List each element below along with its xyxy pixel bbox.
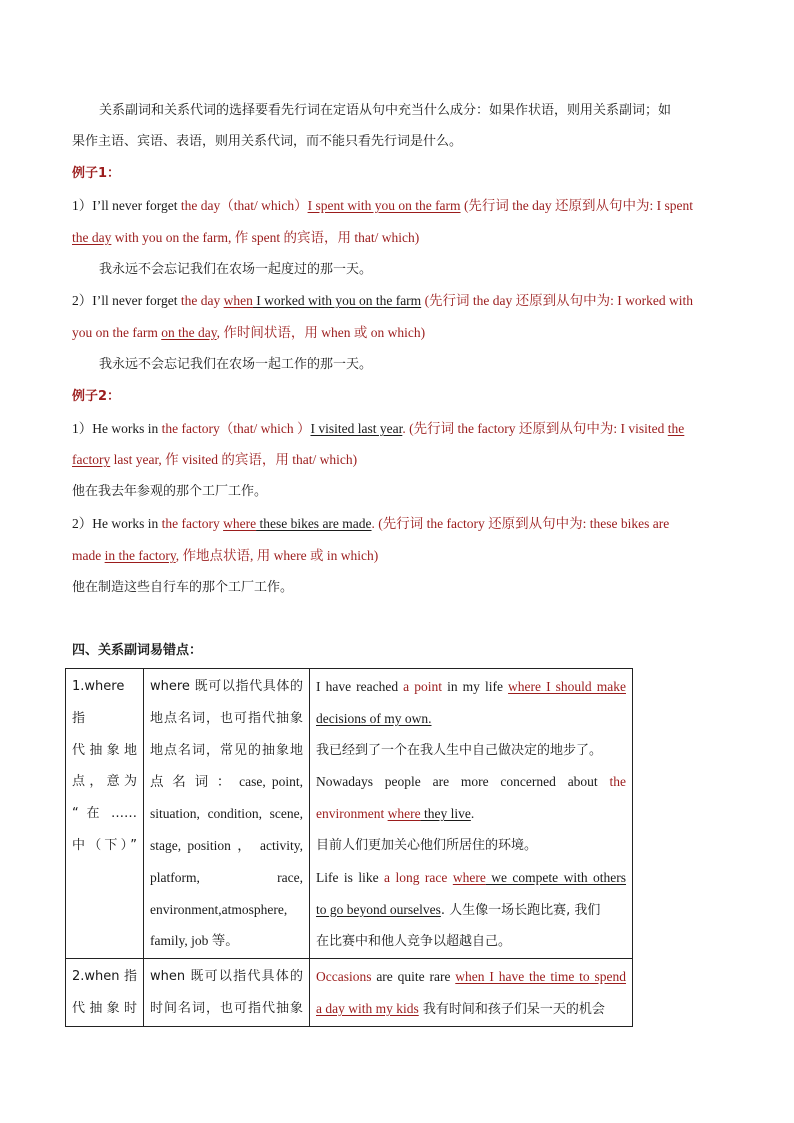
translation-part: 我有时间和孩子们呆一天的机会 — [418, 1001, 605, 1017]
item-number: 1） — [72, 198, 93, 213]
intro-line-1: 关系副词和关系代词的选择要看先行词在定语从句中充当什么成分：如果作状语，则用关系副词；如 — [99, 103, 672, 118]
restored-antecedent: the day — [72, 230, 112, 245]
cell-line: situation, condition, scene, — [150, 806, 303, 822]
antecedent: the — [609, 774, 626, 790]
relative-adverb: where — [223, 516, 257, 531]
relative-clause: these bikes are made — [256, 516, 372, 531]
sentence-text: Nowadays people are more concerned about — [316, 774, 610, 790]
relative-adverb: when — [455, 969, 485, 985]
sentence-text: He works in — [92, 421, 162, 436]
cell-line: 代抽象地 — [72, 742, 137, 758]
antecedent: the day（that/ which） — [180, 198, 308, 213]
cell-line: 地点名词，常见的抽象地 — [150, 742, 303, 758]
relative-adverb: where — [452, 869, 486, 885]
sentence-text: are quite rare — [371, 969, 456, 985]
example1-item1-line2 — [72, 228, 724, 248]
relative-clause: we compete with others — [485, 869, 627, 885]
example1-item2-line2 — [72, 323, 724, 343]
example2-item1-line1 — [72, 419, 724, 439]
cell-line: 时间名词，也可指代抽象 — [150, 1000, 303, 1016]
errors-table — [65, 668, 633, 1027]
translation-part: . 人生像一场长跑比赛, 我们 — [440, 902, 601, 918]
table-cell-examples — [310, 669, 633, 959]
example-line — [316, 671, 626, 703]
relative-clause: they live — [420, 806, 471, 822]
example-line — [316, 766, 626, 798]
example-line — [316, 961, 626, 993]
example2-heading: 例子2： — [72, 389, 121, 404]
example2-item1-line2 — [72, 450, 724, 470]
table-cell-term — [66, 669, 144, 959]
explanation: . (先行词 the factory 还原到从句中为: these bikes are — [371, 516, 670, 531]
example-line — [316, 703, 626, 735]
cell-line: stage, position ， activity, — [150, 837, 303, 853]
sentence-text: I have reached — [316, 679, 404, 694]
table-cell-examples — [310, 959, 633, 1027]
restored-antecedent: on the day — [161, 325, 217, 340]
restored-antecedent: in the factory — [104, 548, 176, 563]
antecedent: the factory（that/ which ） — [161, 421, 311, 436]
cell-line: “ 在 …… — [72, 806, 137, 822]
sentence-end: . — [470, 806, 475, 822]
relative-clause: I worked with you on the farm — [252, 293, 422, 308]
example-line — [316, 798, 626, 830]
explanation-pre: you on the farm — [72, 325, 162, 340]
example-line — [316, 993, 626, 1026]
cell-line: 点 名 词 ： case, point, — [150, 774, 303, 790]
example2-item1-translation: 他在我去年参观的那个工厂工作。 — [72, 484, 268, 499]
translation-line: 目前人们更加关心他们所居住的环境。 — [316, 837, 538, 853]
translation-line: 在比赛中和他人竞争以超越自己。 — [316, 934, 512, 950]
sentence-text: in my life — [442, 679, 509, 694]
intro-line-2: 果作主语、宾语、表语，则用关系代词，而不能只看先行词是什么。 — [72, 134, 463, 149]
explanation: (先行词 the day 还原到从句中为: I worked with — [421, 293, 694, 308]
sentence-text: He works in — [92, 516, 162, 531]
example2-item2-translation: 他在制造这些自行车的那个工厂工作。 — [72, 580, 294, 595]
sentence-text: I’ll never forget — [92, 198, 181, 213]
relative-clause: I visited last year — [310, 421, 403, 436]
example1-item1-line1 — [72, 196, 724, 216]
cell-line: 2.when 指 — [72, 969, 137, 985]
cell-line: 地点名词，也可指代抽象 — [150, 710, 303, 726]
antecedent: Occasions — [316, 969, 372, 985]
example2-item2-line1 — [72, 514, 724, 534]
example-line — [316, 894, 626, 927]
antecedent: the factory — [161, 516, 224, 531]
relative-clause: I have the time to spend — [484, 969, 627, 985]
translation-line: 我已经到了一个在我人生中自己做决定的地步了。 — [316, 742, 603, 758]
relative-clause: a day with my kids — [316, 1000, 419, 1016]
table-row — [66, 669, 633, 959]
explanation: . (先行词 the factory 还原到从句中为: I visited — [402, 421, 668, 436]
explanation-rest: with you on the farm, 作 spent 的宾语，用 that/ which) — [111, 230, 420, 245]
relative-clause: decisions of my own. — [316, 710, 432, 726]
relative-adverb: where — [387, 806, 421, 822]
cell-line: environment,atmosphere, — [150, 901, 288, 917]
explanation-rest: last year, 作 visited 的宾语，用 that/ which) — [110, 452, 358, 467]
antecedent: a long race — [384, 869, 453, 885]
table-cell-term — [66, 959, 144, 1027]
restored-antecedent-start: the — [667, 421, 685, 436]
cell-line: 点，意为 — [72, 774, 137, 790]
relative-clause: where I should make — [508, 679, 626, 694]
example-line — [316, 862, 626, 894]
explanation: (先行词 the day 还原到从句中为: I spent — [460, 198, 694, 213]
cell-line: family, job 等。 — [150, 933, 239, 949]
item-number: 1） — [72, 421, 93, 436]
example1-item2-translation: 我永远不会忘记我们在农场一起工作的那一天。 — [99, 357, 373, 372]
explanation-rest: , 作时间状语，用 when 或 on which) — [216, 325, 426, 340]
example1-heading: 例子1： — [72, 166, 121, 181]
item-number: 2） — [72, 516, 93, 531]
antecedent: a point — [403, 679, 442, 694]
relative-clause: I spent with you on the farm — [307, 198, 461, 213]
cell-line: when 既可以指代具体的 — [150, 969, 303, 985]
example1-item2-line1 — [72, 291, 724, 311]
table-row — [66, 959, 633, 1027]
example1-item1-translation: 我永远不会忘记我们在农场一起度过的那一天。 — [99, 262, 373, 277]
cell-line: 1.where 指 — [72, 679, 125, 726]
relative-clause: to go beyond ourselves — [316, 901, 441, 917]
example2-item2-line2 — [72, 546, 724, 566]
sentence-text: Life is like — [316, 869, 385, 885]
cell-line: where 既可以指代具体的 — [150, 679, 303, 694]
item-number: 2） — [72, 293, 93, 308]
restored-antecedent-end: factory — [72, 452, 111, 467]
antecedent: environment — [316, 806, 388, 822]
explanation-rest: , 作地点状语, 用 where 或 in which) — [175, 548, 379, 563]
explanation-pre: made — [72, 548, 105, 563]
table-cell-explanation — [144, 669, 310, 959]
table-cell-explanation — [144, 959, 310, 1027]
cell-line: platform, race, — [150, 869, 303, 885]
sentence-text: I’ll never forget — [92, 293, 181, 308]
relative-adverb: when — [223, 293, 253, 308]
section-heading: 四、关系副词易错点： — [72, 643, 203, 658]
antecedent: the day — [180, 293, 224, 308]
cell-line: 中（下）” — [72, 837, 137, 853]
cell-line: 代抽象时 — [72, 1000, 137, 1016]
